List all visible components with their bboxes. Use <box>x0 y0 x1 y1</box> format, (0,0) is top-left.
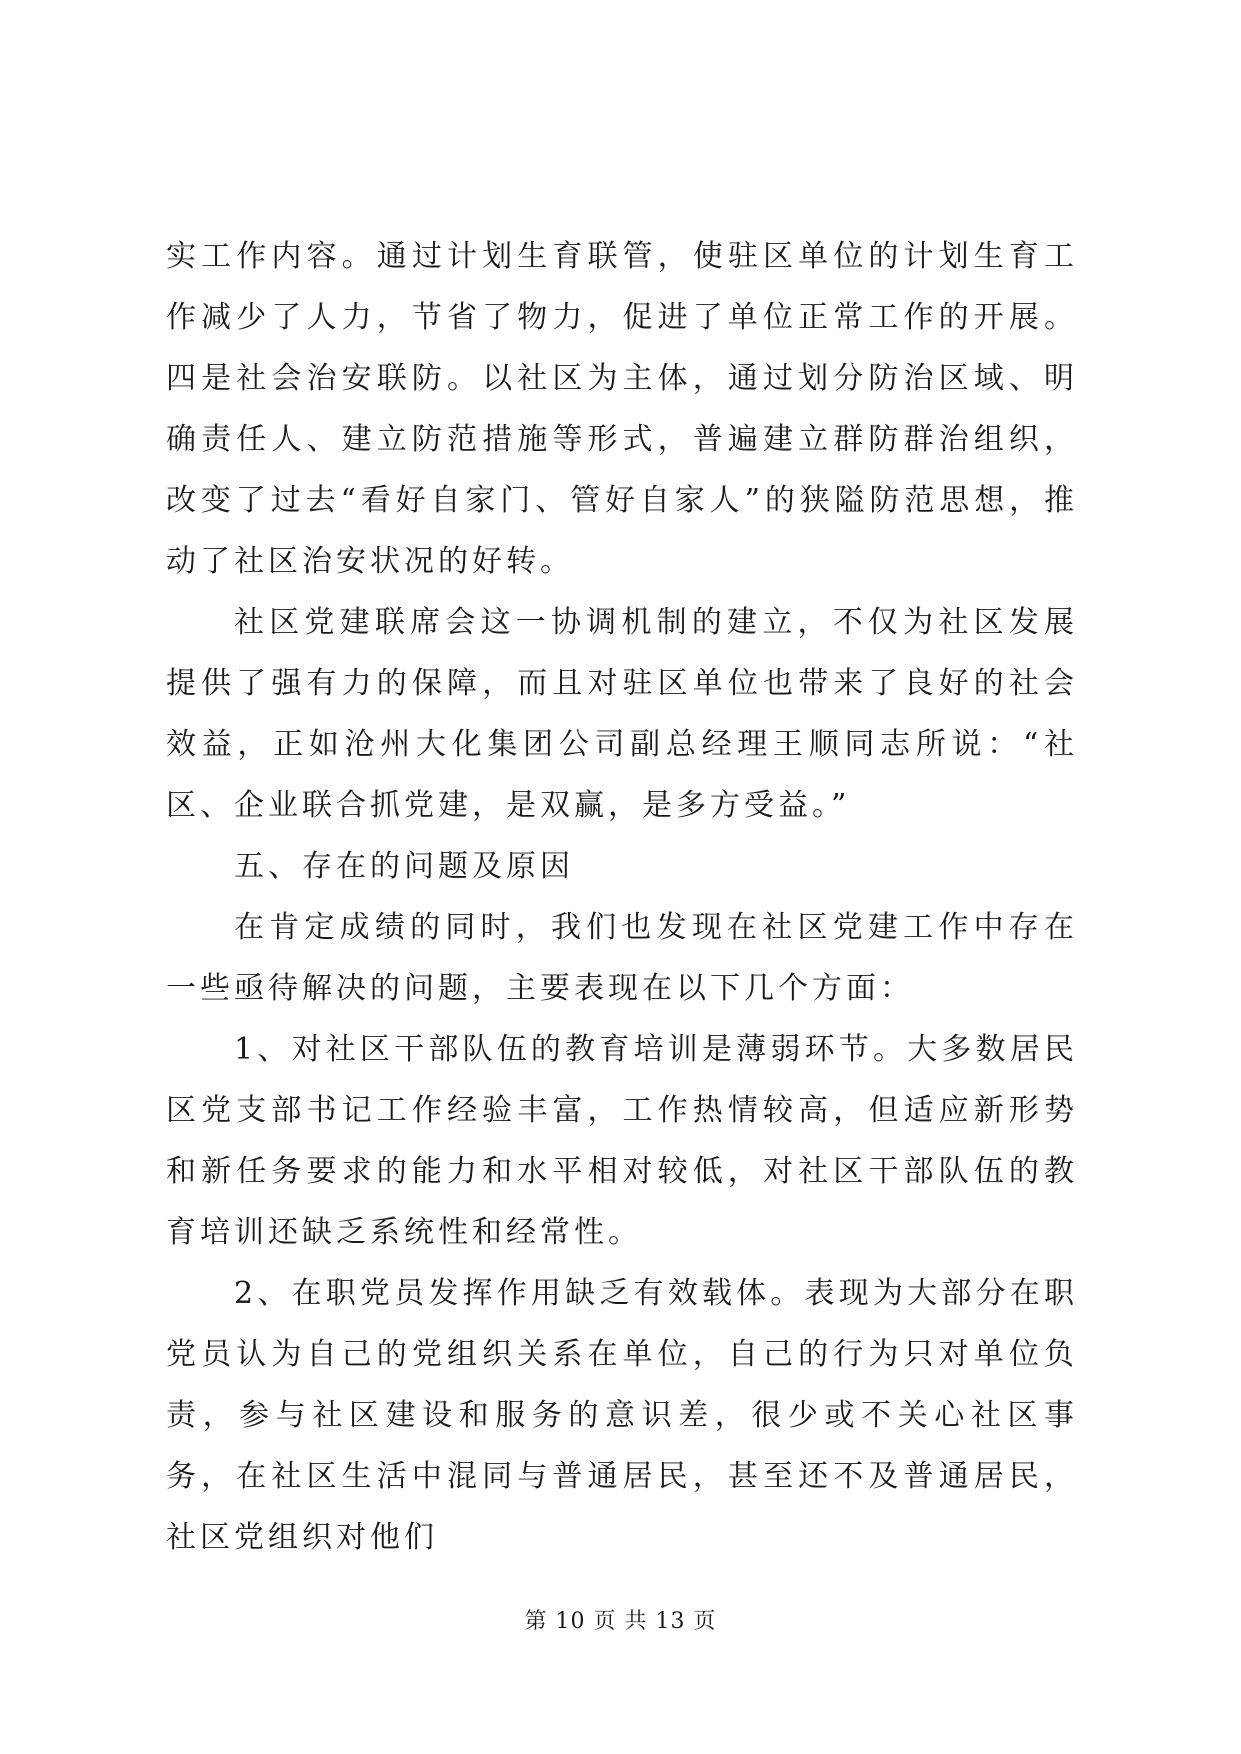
paragraph-problem-2: 2、在职党员发挥作用缺乏有效载体。表现为大部分在职党员认为自己的党组织关系在单位，自己的行为只对单位负责，参与社区建设和服务的意识差，很少或不关心社区事务，在社区生活中混同与普通居民，甚至还不及普通居民，社区党组织对他们 <box>166 1276 1078 1555</box>
paragraph-problems-intro: 在肯定成绩的同时，我们也发现在社区党建工作中存在一些亟待解决的问题，主要表现在以下几个方面： <box>166 910 1078 1006</box>
document-body <box>166 226 1078 1568</box>
page-number-footer: 第 10 页 共 13 页 <box>524 1609 717 1634</box>
paragraph-liaison-meeting: 社区党建联席会这一协调机制的建立，不仅为社区发展提供了强有力的保障，而且对驻区单位也带来了良好的社会效益，正如沧州大化集团公司副总经理王顺同志所说：“社区、企业联合抓党建，是双赢，是多方受益。” <box>166 605 1078 823</box>
paragraph-continuation: 实工作内容。通过计划生育联管，使驻区单位的计划生育工作减少了人力，节省了物力，促进了单位正常工作的开展。四是社会治安联防。以社区为主体，通过划分防治区域、明确责任人、建立防范措施等形式，普遍建立群防群治组织，改变了过去“看好自家门、管好自家人”的狭隘防范思想，推动了社区治安状况的好转。 <box>166 239 1078 579</box>
paragraph-problem-1: 1、对社区干部队伍的教育培训是薄弱环节。大多数居民区党支部书记工作经验丰富，工作热情较高，但适应新形势和新任务要求的能力和水平相对较低，对社区干部队伍的教育培训还缺乏系统性和经常性。 <box>166 1032 1078 1250</box>
section-heading-problems: 五、存在的问题及原因 <box>234 849 574 884</box>
